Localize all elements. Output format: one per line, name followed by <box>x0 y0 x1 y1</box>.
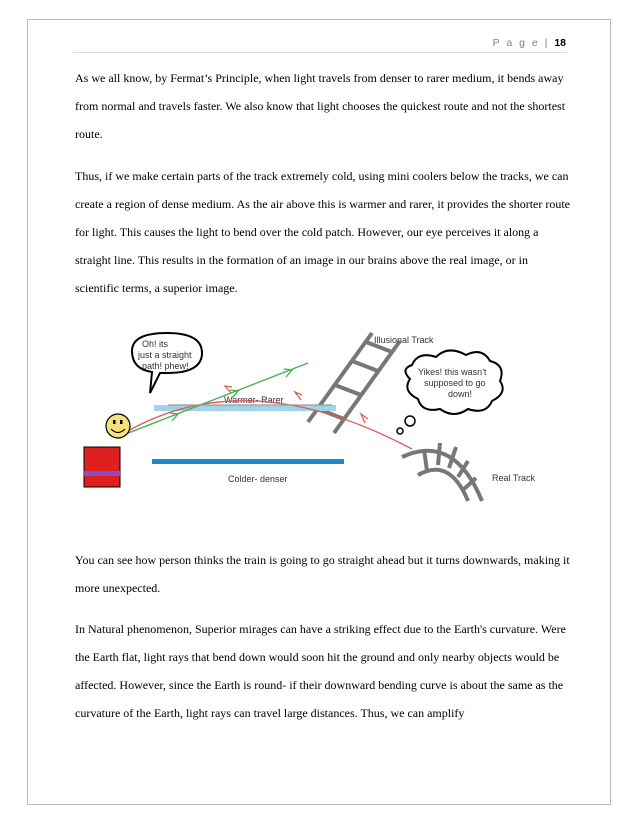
illusional-track <box>308 333 400 433</box>
header-rule <box>73 52 567 53</box>
person-thought-line-3: path! phew! <box>142 361 189 371</box>
paragraph-person-thinks: You can see how person thinks the train is going to go straight ahead but it turns downwards, making it more unexpected. <box>75 553 570 595</box>
paragraph-fermat: As we all know, by Fermat’s Principle, when light travels from denser to rarer medium, it bends away from normal and travels faster. We also know that light chooses the quickest route and not the shortest route. <box>75 71 566 141</box>
page-label: P a g e <box>492 37 540 49</box>
mirage-diagram <box>72 325 566 505</box>
cloud-thought-line-3: down! <box>448 389 473 399</box>
cloud-thought-bubble <box>397 350 503 434</box>
cloud-thought-line-1: Yikes! this wasn't <box>418 367 487 377</box>
real-track-label: Real Track <box>492 473 536 483</box>
page-number: 18 <box>554 37 566 49</box>
person-figure <box>84 414 130 487</box>
page-header <box>493 37 566 49</box>
warmer-label: Warmer- Rarer <box>224 395 284 405</box>
cold-layer <box>152 459 344 464</box>
header-separator: | <box>544 37 550 49</box>
illusional-track-label: Illusional Track <box>374 335 434 345</box>
real-track <box>402 443 482 501</box>
warm-layer <box>154 405 336 411</box>
person-thought-line-2: just a straight <box>138 350 192 360</box>
paragraph-natural-phenomenon: In Natural phenomenon, Superior mirages can have a striking effect due to the Earth's curvature. Were the Earth flat, light rays that bend down would soon hit the ground and only nearby objects would be affected. However, since the Earth is round- if their downward bending curve is about the same as the curvature of the Earth, light rays can travel large distances. Thus, we can amplify <box>75 622 566 720</box>
cloud-thought-line-2: supposed to go <box>424 378 486 388</box>
colder-label: Colder- denser <box>228 474 288 484</box>
person-thought-line-1: Oh! its <box>142 339 169 349</box>
paragraph-cold-track: Thus, if we make certain parts of the track extremely cold, using mini coolers below the tracks, we can create a region of dense medium. As the air above this is warmer and rarer, it provides the shorter route for light. This causes the light to bend over the cold patch. However, our eye perceives it along a straight line. This results in the formation of an image in our brains above the real image, or in scientific terms, a superior image. <box>75 169 571 295</box>
person-speech-bubble <box>132 333 202 393</box>
